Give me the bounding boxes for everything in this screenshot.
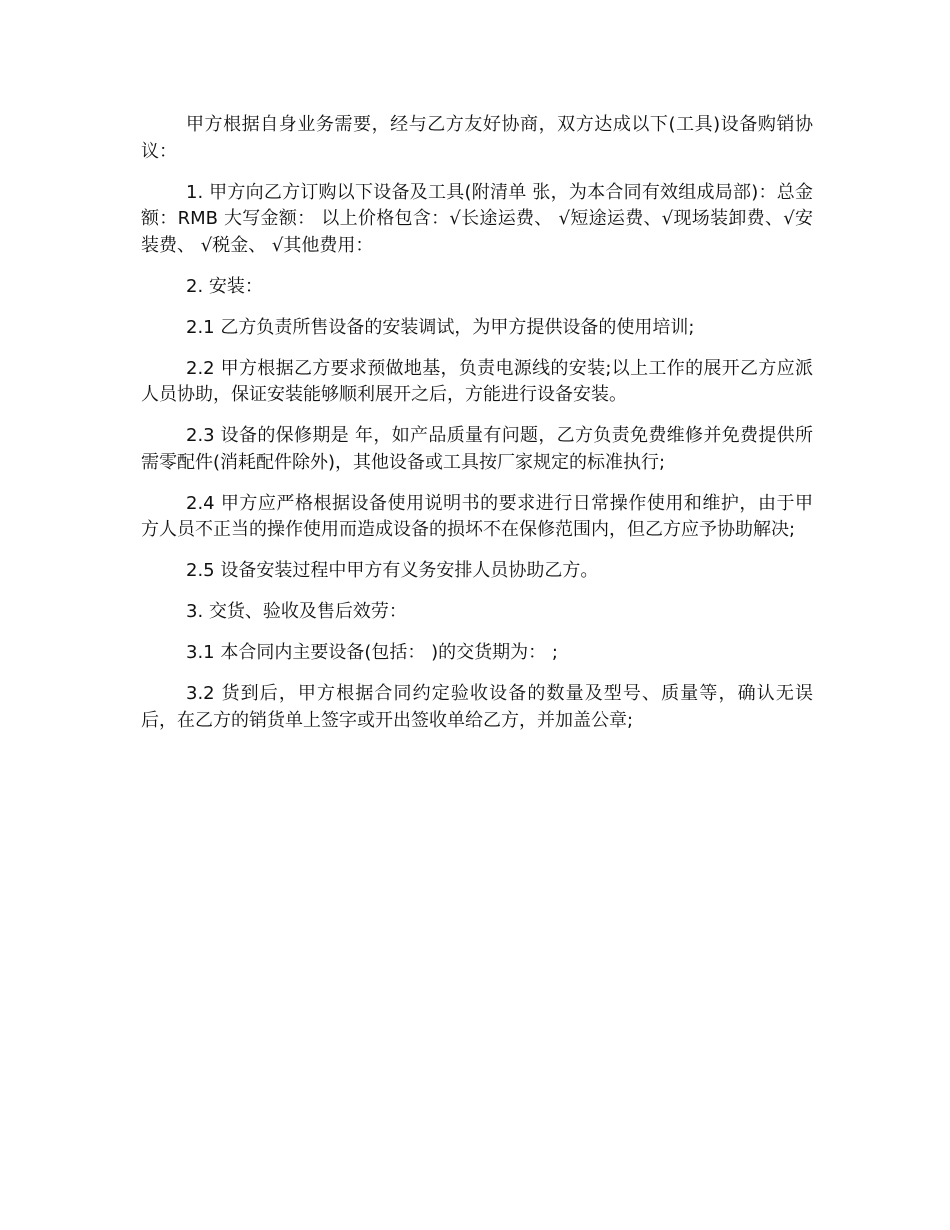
paragraph-clause-3-2: 3.2 货到后，甲方根据合同约定验收设备的数量及型号、质量等，确认无误后，在乙方的销货单上签字或开出签收单给乙方，并加盖公章; <box>141 683 813 731</box>
paragraph-clause-1: 1. 甲方向乙方订购以下设备及工具(附清单 张，为本合同有效组成局部)：总金额：RMB 大写金额： 以上价格包含：√长途运费、 √短途运费、√现场装卸费、√安装费、 √税金、 √其他费用： <box>141 181 813 256</box>
paragraph-clause-2-2: 2.2 甲方根据乙方要求预做地基，负责电源线的安装;以上工作的展开乙方应派人员协助，保证安装能够顺利展开之后，方能进行设备安装。 <box>141 357 813 405</box>
paragraph-intro: 甲方根据自身业务需要，经与乙方友好协商，双方达成以下(工具)设备购销协议： <box>141 114 813 162</box>
paragraph-clause-2-5: 2.5 设备安装过程中甲方有义务安排人员协助乙方。 <box>186 560 599 581</box>
paragraph-clause-3-heading: 3. 交货、验收及售后效劳： <box>186 601 407 622</box>
paragraph-clause-2-heading: 2. 安装： <box>186 275 263 297</box>
paragraph-clause-2-3: 2.3 设备的保修期是 年，如产品质量有问题，乙方负责免费维修并免费提供所需零配件(消耗配件除外)，其他设备或工具按厂家规定的标准执行; <box>141 425 813 473</box>
paragraph-clause-2-4: 2.4 甲方应严格根据设备使用说明书的要求进行日常操作使用和维护，由于甲方人员不正当的操作使用而造成设备的损坏不在保修范围内，但乙方应予协助解决; <box>141 492 813 540</box>
paragraph-clause-2-1: 2.1 乙方负责所售设备的安装调试，为甲方提供设备的使用培训; <box>186 316 695 338</box>
document-body <box>141 112 813 749</box>
paragraph-clause-3-1: 3.1 本合同内主要设备(包括： )的交货期为： ; <box>186 642 558 663</box>
